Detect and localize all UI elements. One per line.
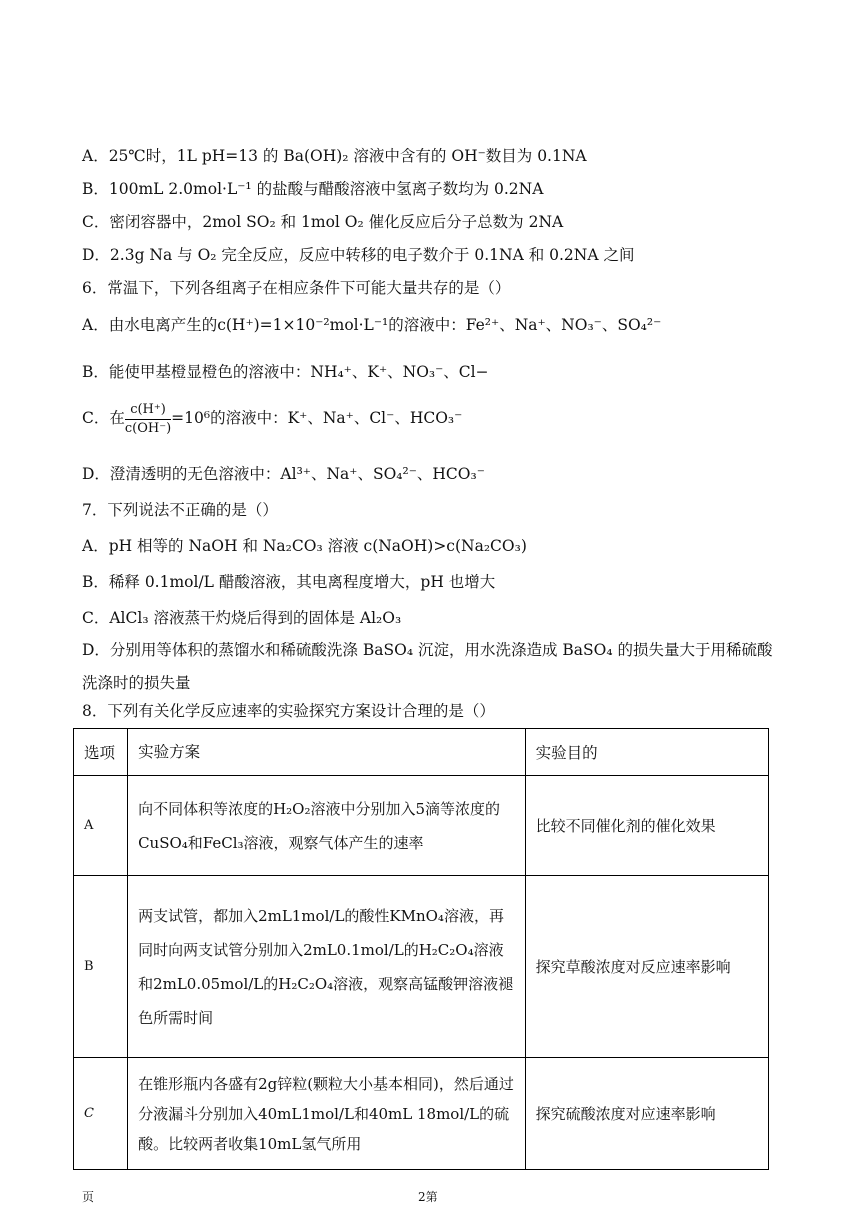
q7-option-a: A．pH 相等的 NaOH 和 Na₂CO₃ 溶液 c(NaOH)>c(Na₂CO₃) [82, 537, 527, 555]
footer-left: 页 [82, 1190, 95, 1204]
header-goal: 实验目的 [525, 729, 768, 776]
footer-page-number: 2第 [418, 1190, 438, 1204]
q6-option-a: A．由水电离产生的c(H⁺)=1×10⁻²mol·L⁻¹的溶液中：Fe²⁺、Na⁺、NO₃⁻、SO₄²⁻ [82, 316, 662, 334]
q6-option-c-suffix: =10⁶的溶液中：K⁺、Na⁺、Cl⁻、HCO₃⁻ [171, 409, 463, 427]
table-header-row [74, 729, 769, 776]
q7-stem: 7．下列说法不正确的是（） [82, 501, 278, 519]
q7-option-b: B．稀释 0.1mol/L 醋酸溶液，其电离程度增大，pH 也增大 [82, 573, 496, 591]
row-option: B [74, 876, 128, 1058]
q6-option-d: D．澄清透明的无色溶液中：Al³⁺、Na⁺、SO₄²⁻、HCO₃⁻ [82, 465, 485, 483]
header-option: 选项 [74, 729, 128, 776]
table-row [74, 1058, 769, 1170]
q8-table [73, 728, 769, 1170]
table-row [74, 876, 769, 1058]
q6-fraction [125, 401, 171, 438]
row-goal: 探究硫酸浓度对应速率影响 [525, 1058, 768, 1170]
row-plan: 向不同体积等浓度的H₂O₂溶液中分别加入5滴等浓度的CuSO₄和FeCl₃溶液，观察气体产生的速率 [128, 776, 526, 876]
row-plan: 两支试管，都加入2mL1mol/L的酸性KMnO₄溶液，再同时向两支试管分别加入2mL0.1mol/L的H₂C₂O₄溶液和2mL0.05mol/L的H₂C₂O₄溶液，观察高锰酸钾溶液褪色所需时间 [128, 876, 526, 1058]
row-option: A [74, 776, 128, 876]
q5-option-a: A．25℃时，1L pH=13 的 Ba(OH)₂ 溶液中含有的 OH⁻数目为 0.1NA [82, 147, 587, 165]
q6-option-c-prefix: C．在 [82, 409, 125, 427]
table-row [74, 776, 769, 876]
row-plan: 在锥形瓶内各盛有2g锌粒(颗粒大小基本相同)，然后通过分液漏斗分别加入40mL1mol/L和40mL 18mol/L的硫酸。比较两者收集10mL氢气所用 [128, 1058, 526, 1170]
q5-option-c: C．密闭容器中，2mol SO₂ 和 1mol O₂ 催化反应后分子总数为 2NA [82, 213, 564, 231]
header-plan: 实验方案 [128, 729, 526, 776]
q8-stem: 8．下列有关化学反应速率的实验探究方案设计合理的是（） [82, 702, 495, 720]
q5-option-b: B．100mL 2.0mol·L⁻¹ 的盐酸与醋酸溶液中氢离子数均为 0.2NA [82, 180, 544, 198]
q6-fraction-denominator: c(OH⁻) [124, 420, 172, 436]
q6-option-b: B．能使甲基橙显橙色的溶液中：NH₄⁺、K⁺、NO₃⁻、Cl− [82, 363, 489, 381]
q6-fraction-numerator: c(H⁺) [125, 401, 171, 420]
row-goal: 比较不同催化剂的催化效果 [525, 776, 768, 876]
q6-option-c [82, 398, 462, 438]
q7-option-d: D．分别用等体积的蒸馏水和稀硫酸洗涤 BaSO₄ 沉淀，用水洗涤造成 BaSO₄ 的损失量大于用稀硫酸洗涤时的损失量 [82, 641, 773, 692]
q7-option-c: C．AlCl₃ 溶液蒸干灼烧后得到的固体是 Al₂O₃ [82, 609, 402, 627]
row-goal: 探究草酸浓度对反应速率影响 [525, 876, 768, 1058]
row-option: C [74, 1058, 128, 1170]
q6-stem: 6．常温下，下列各组离子在相应条件下可能大量共存的是（） [82, 279, 511, 297]
q5-option-d: D．2.3g Na 与 O₂ 完全反应，反应中转移的电子数介于 0.1NA 和 0.2NA 之间 [82, 246, 635, 264]
